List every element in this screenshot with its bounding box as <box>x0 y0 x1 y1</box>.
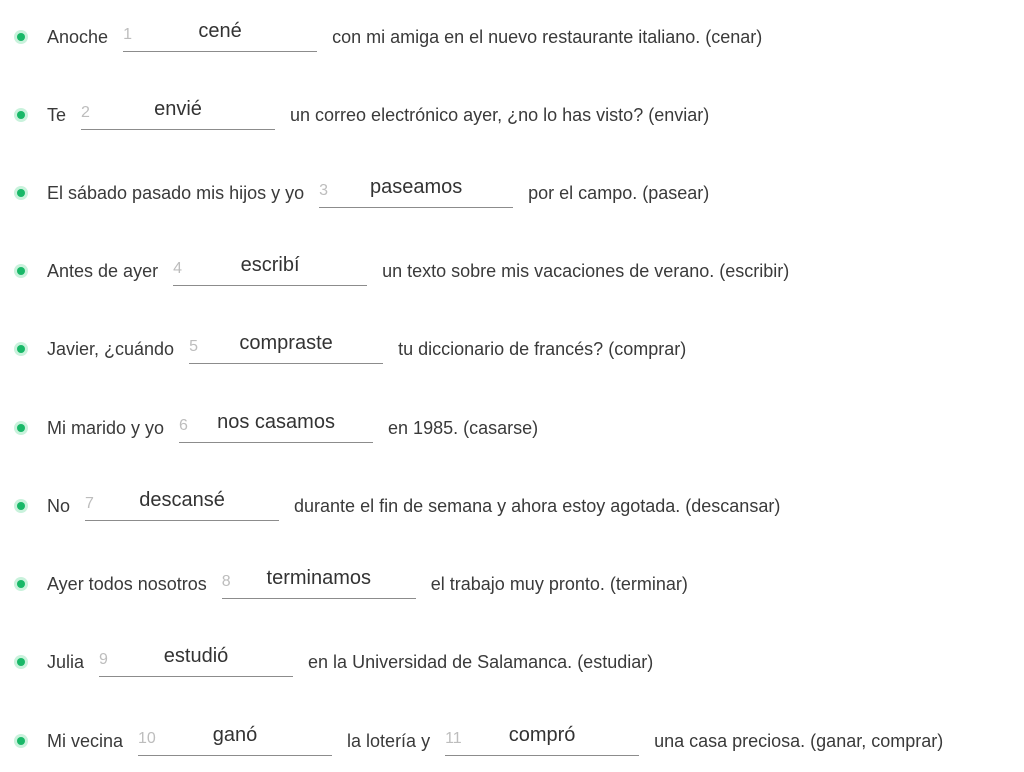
answer-text[interactable]: cené <box>198 19 242 42</box>
answer-text[interactable]: envié <box>154 97 202 120</box>
blank-number: 6 <box>179 416 188 434</box>
sentence <box>47 723 944 756</box>
sentence-text: la lotería y <box>347 731 431 751</box>
answer-field[interactable] <box>99 644 293 677</box>
answer-text[interactable]: descansé <box>139 488 225 511</box>
sentence-text: por el campo. (pasear) <box>528 183 710 203</box>
sentence-text: una casa preciosa. (ganar, comprar) <box>654 731 944 751</box>
radio-dot-icon <box>14 342 28 356</box>
sentence-text: en 1985. (casarse) <box>388 418 539 438</box>
sentence-text: tu diccionario de francés? (comprar) <box>398 339 687 359</box>
radio-dot-icon <box>14 577 28 591</box>
sentence <box>47 97 710 130</box>
sentence-text: Julia <box>47 652 85 672</box>
answer-text[interactable]: compró <box>508 723 576 746</box>
answer-field[interactable] <box>179 410 373 443</box>
sentence-text: Antes de ayer <box>47 261 159 281</box>
blank-number: 9 <box>99 650 108 668</box>
sentence-text: Mi vecina <box>47 731 124 751</box>
exercise-item <box>0 408 538 448</box>
answer-field[interactable] <box>123 19 317 52</box>
exercise-item <box>0 642 653 682</box>
answer-text[interactable]: ganó <box>212 723 258 746</box>
blank-number: 1 <box>123 25 132 43</box>
exercise-item <box>0 17 762 57</box>
exercise-item <box>0 486 780 526</box>
sentence-text: Mi marido y yo <box>47 418 165 438</box>
blank-number: 7 <box>85 494 94 512</box>
blank-number: 2 <box>81 103 90 121</box>
radio-dot-icon <box>14 655 28 669</box>
radio-dot-icon <box>14 264 28 278</box>
answer-text[interactable]: estudió <box>163 644 229 667</box>
sentence-text: Anoche <box>47 27 109 47</box>
answer-field[interactable] <box>81 97 275 130</box>
exercise-item <box>0 95 709 135</box>
sentence <box>47 410 539 443</box>
radio-dot-icon <box>14 30 28 44</box>
sentence <box>47 488 781 521</box>
sentence-text: durante el fin de semana y ahora estoy agotada. (descansar) <box>294 496 781 516</box>
radio-dot-icon <box>14 186 28 200</box>
sentence-text: con mi amiga en el nuevo restaurante italiano. (cenar) <box>332 27 763 47</box>
sentence <box>47 253 790 286</box>
sentence <box>47 175 710 208</box>
sentence <box>47 644 654 677</box>
sentence <box>47 19 763 52</box>
answer-text[interactable]: terminamos <box>266 566 371 589</box>
answer-text[interactable]: paseamos <box>370 175 463 198</box>
answer-field[interactable] <box>445 723 639 756</box>
blank-number: 4 <box>173 259 182 277</box>
answer-text[interactable]: nos casamos <box>217 410 335 433</box>
sentence-text: en la Universidad de Salamanca. (estudiar) <box>308 652 654 672</box>
sentence <box>47 331 687 364</box>
exercise-item <box>0 173 709 213</box>
sentence-text: Te <box>47 105 67 125</box>
answer-field[interactable] <box>221 566 416 599</box>
blank-number: 3 <box>319 181 329 199</box>
exercise-item <box>0 329 686 369</box>
blank-number: 11 <box>445 729 462 747</box>
exercise-item <box>0 564 688 604</box>
sentence-text: El sábado pasado mis hijos y yo <box>47 183 305 203</box>
answer-field[interactable] <box>85 488 279 521</box>
blank-number: 5 <box>189 337 198 355</box>
exercise-item <box>0 721 943 761</box>
answer-field[interactable] <box>319 175 513 208</box>
exercise-item <box>0 251 789 291</box>
sentence-text: el trabajo muy pronto. (terminar) <box>430 574 688 594</box>
sentence-text: un texto sobre mis vacaciones de verano. (escribir) <box>382 261 790 281</box>
radio-dot-icon <box>14 108 28 122</box>
answer-field[interactable] <box>189 331 383 364</box>
sentence-text: Ayer todos nosotros <box>47 574 207 594</box>
radio-dot-icon <box>14 421 28 435</box>
sentence-text: No <box>47 496 71 516</box>
blank-number: 10 <box>138 729 156 747</box>
answer-field[interactable] <box>173 253 367 286</box>
sentence-text: Javier, ¿cuándo <box>47 339 175 359</box>
answer-field[interactable] <box>138 723 332 756</box>
sentence <box>47 566 688 599</box>
blank-number: 8 <box>221 572 231 590</box>
answer-text[interactable]: compraste <box>239 331 333 354</box>
sentence-text: un correo electrónico ayer, ¿no lo has visto? (enviar) <box>290 105 710 125</box>
answer-text[interactable]: escribí <box>240 253 300 276</box>
radio-dot-icon <box>14 734 28 748</box>
radio-dot-icon <box>14 499 28 513</box>
